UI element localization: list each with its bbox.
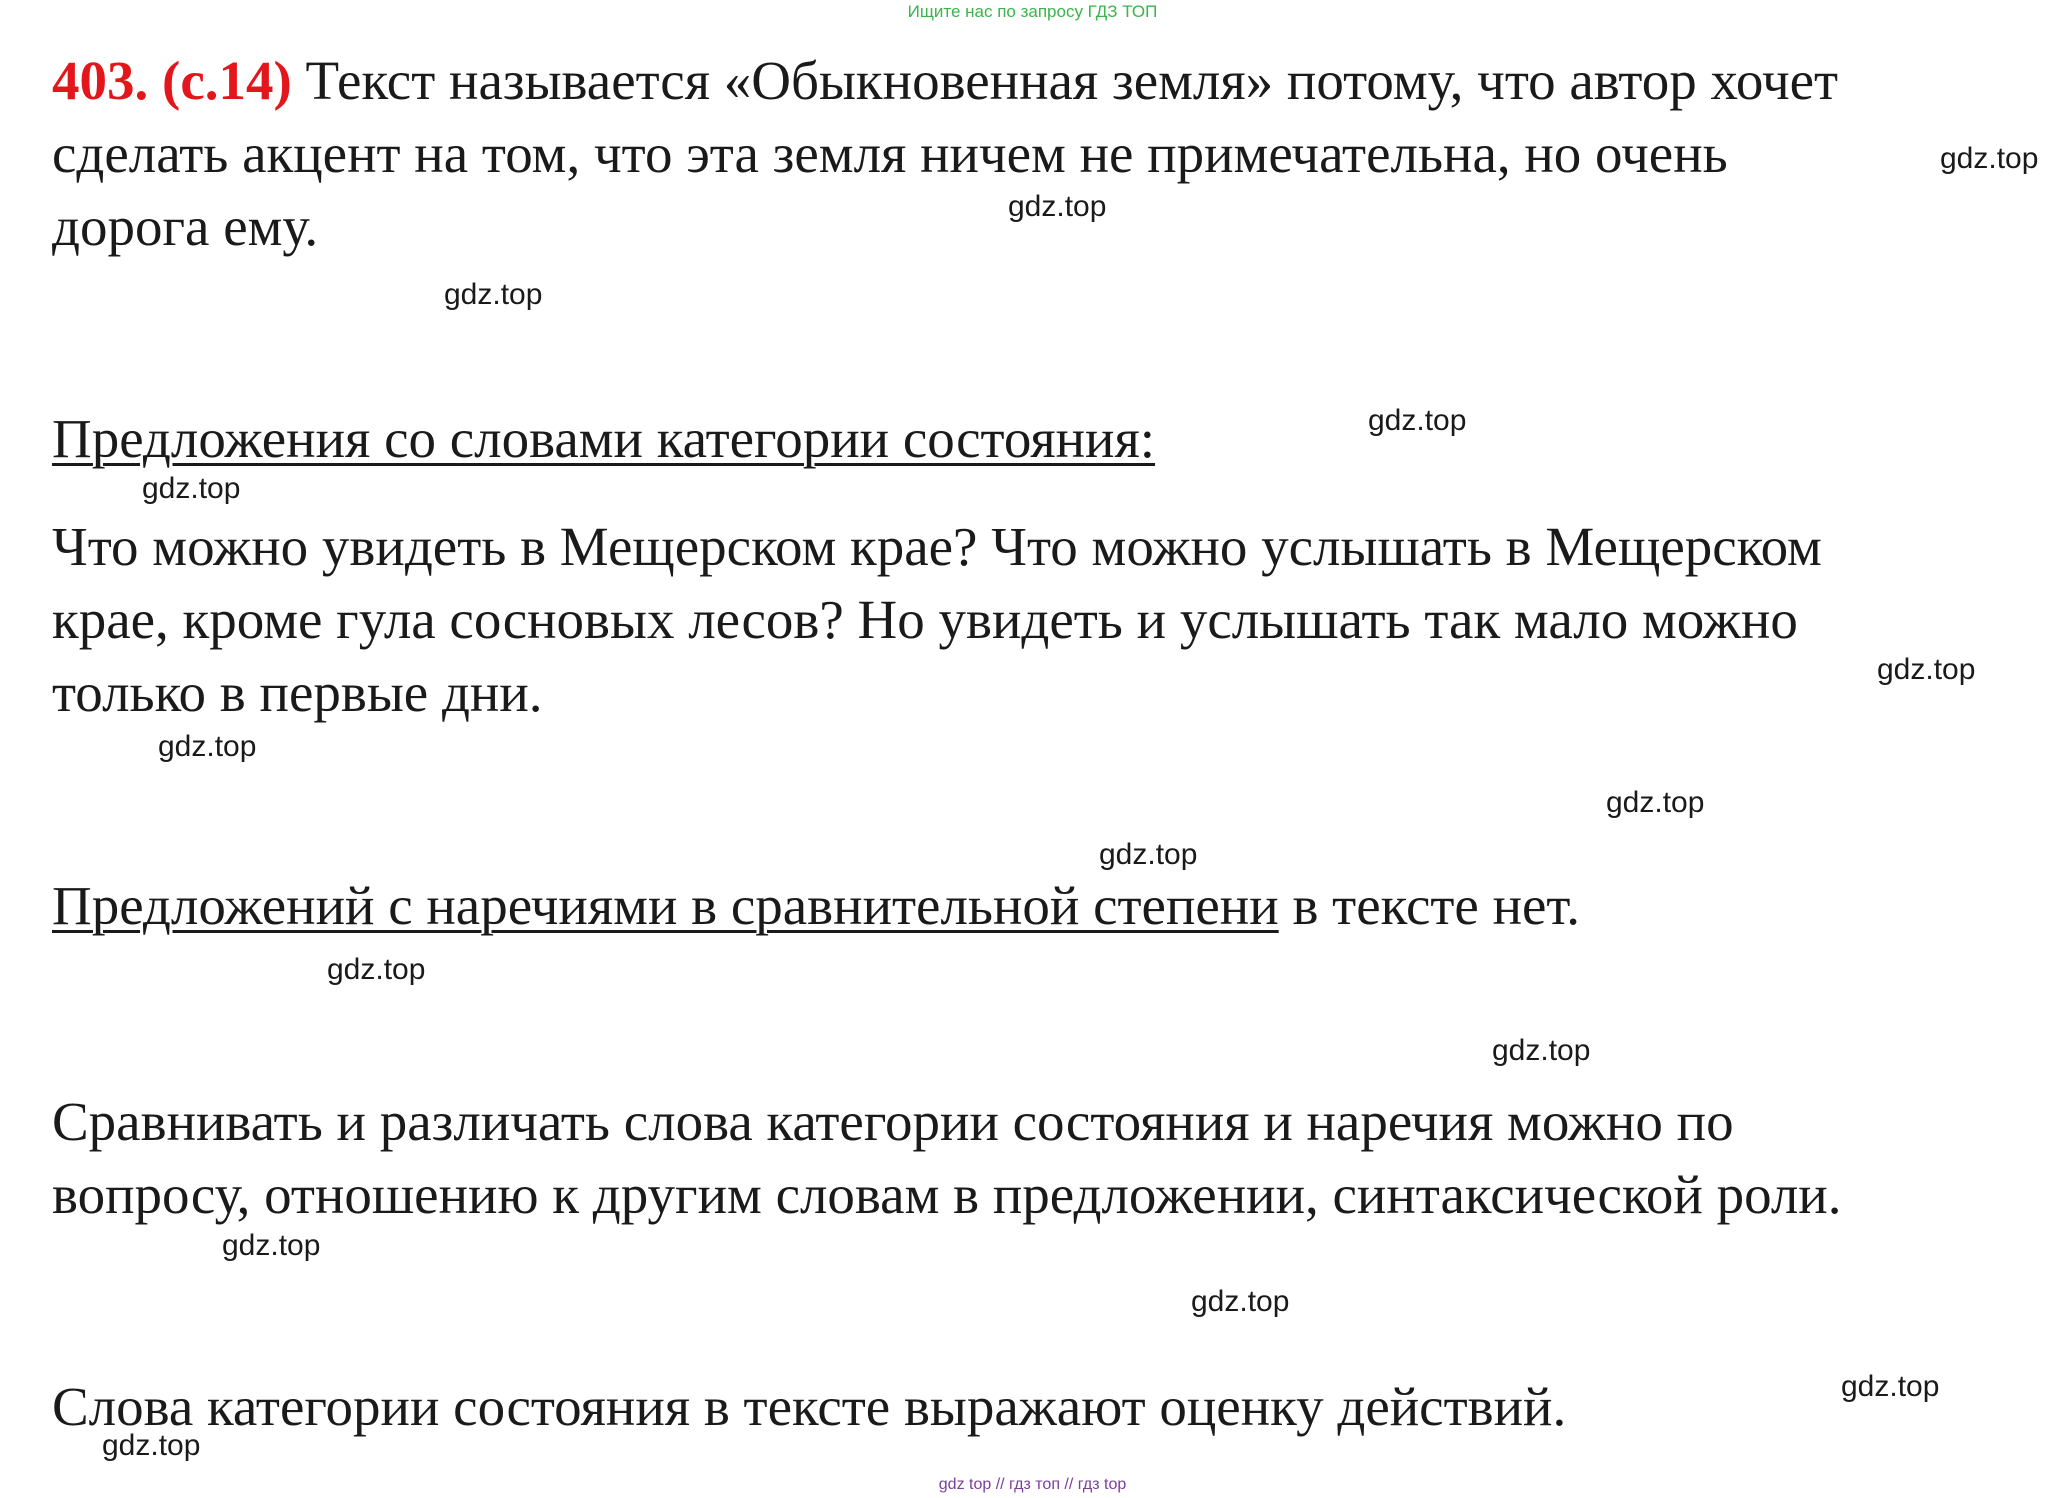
underlined-phrase: Предложений с наречиями в сравнительной степени [52, 875, 1279, 936]
paragraph-state-category [52, 402, 2032, 475]
text-line: Сравнивать и различать слова категории состояния и наречия можно по [52, 1091, 1734, 1152]
watermark: gdz.top [158, 730, 257, 763]
text-line: дорога ему. [52, 196, 319, 257]
watermark: gdz.top [222, 1229, 321, 1262]
watermark: gdz.top [1841, 1370, 1940, 1403]
paragraph-sentences [52, 510, 2032, 729]
paragraph-conclusion [52, 1370, 2032, 1443]
text-line [52, 44, 2032, 117]
watermark: gdz.top [444, 278, 543, 311]
text-line: Что можно увидеть в Мещерском крае? Что можно услышать в Мещерском [52, 516, 1822, 577]
watermark: gdz.top [1099, 838, 1198, 871]
watermark: gdz.top [1940, 142, 2039, 175]
watermark: gdz.top [1008, 190, 1107, 223]
watermark: gdz.top [1877, 653, 1976, 686]
paragraph-compare-method [52, 1085, 2032, 1231]
text-line [52, 869, 2032, 942]
section-heading: Предложения со словами категории состояния: [52, 408, 1156, 469]
text-span: Текст называется «Обыкновенная земля» потому, что автор хочет [291, 50, 1839, 111]
footer-note: gdz top // гдз топ // гдз top [938, 1476, 1127, 1493]
text-line: вопросу, отношению к другим словам в предложении, синтаксической роли. [52, 1164, 1842, 1225]
text-line: сделать акцент на том, что эта земля ничем не примечательна, но очень [52, 123, 1728, 184]
header-note: Ищите нас по запросу ГДЗ ТОП [907, 2, 1158, 21]
watermark: gdz.top [1492, 1034, 1591, 1067]
watermark: gdz.top [1368, 404, 1467, 437]
watermark: gdz.top [327, 953, 426, 986]
exercise-number: 403. (с.14) [52, 50, 292, 111]
paragraph-comparative [52, 869, 2032, 942]
watermark: gdz.top [1606, 786, 1705, 819]
watermark: gdz.top [102, 1429, 201, 1462]
watermark: gdz.top [1191, 1285, 1290, 1318]
text-span: в тексте нет. [1278, 875, 1581, 936]
text-line: Слова категории состояния в тексте выражают оценку действий. [52, 1376, 1567, 1437]
text-line: только в первые дни. [52, 662, 543, 723]
watermark: gdz.top [142, 472, 241, 505]
text-line: крае, кроме гула сосновых лесов? Но увидеть и услышать так мало можно [52, 589, 1798, 650]
paragraph-answer-intro [52, 44, 2032, 263]
